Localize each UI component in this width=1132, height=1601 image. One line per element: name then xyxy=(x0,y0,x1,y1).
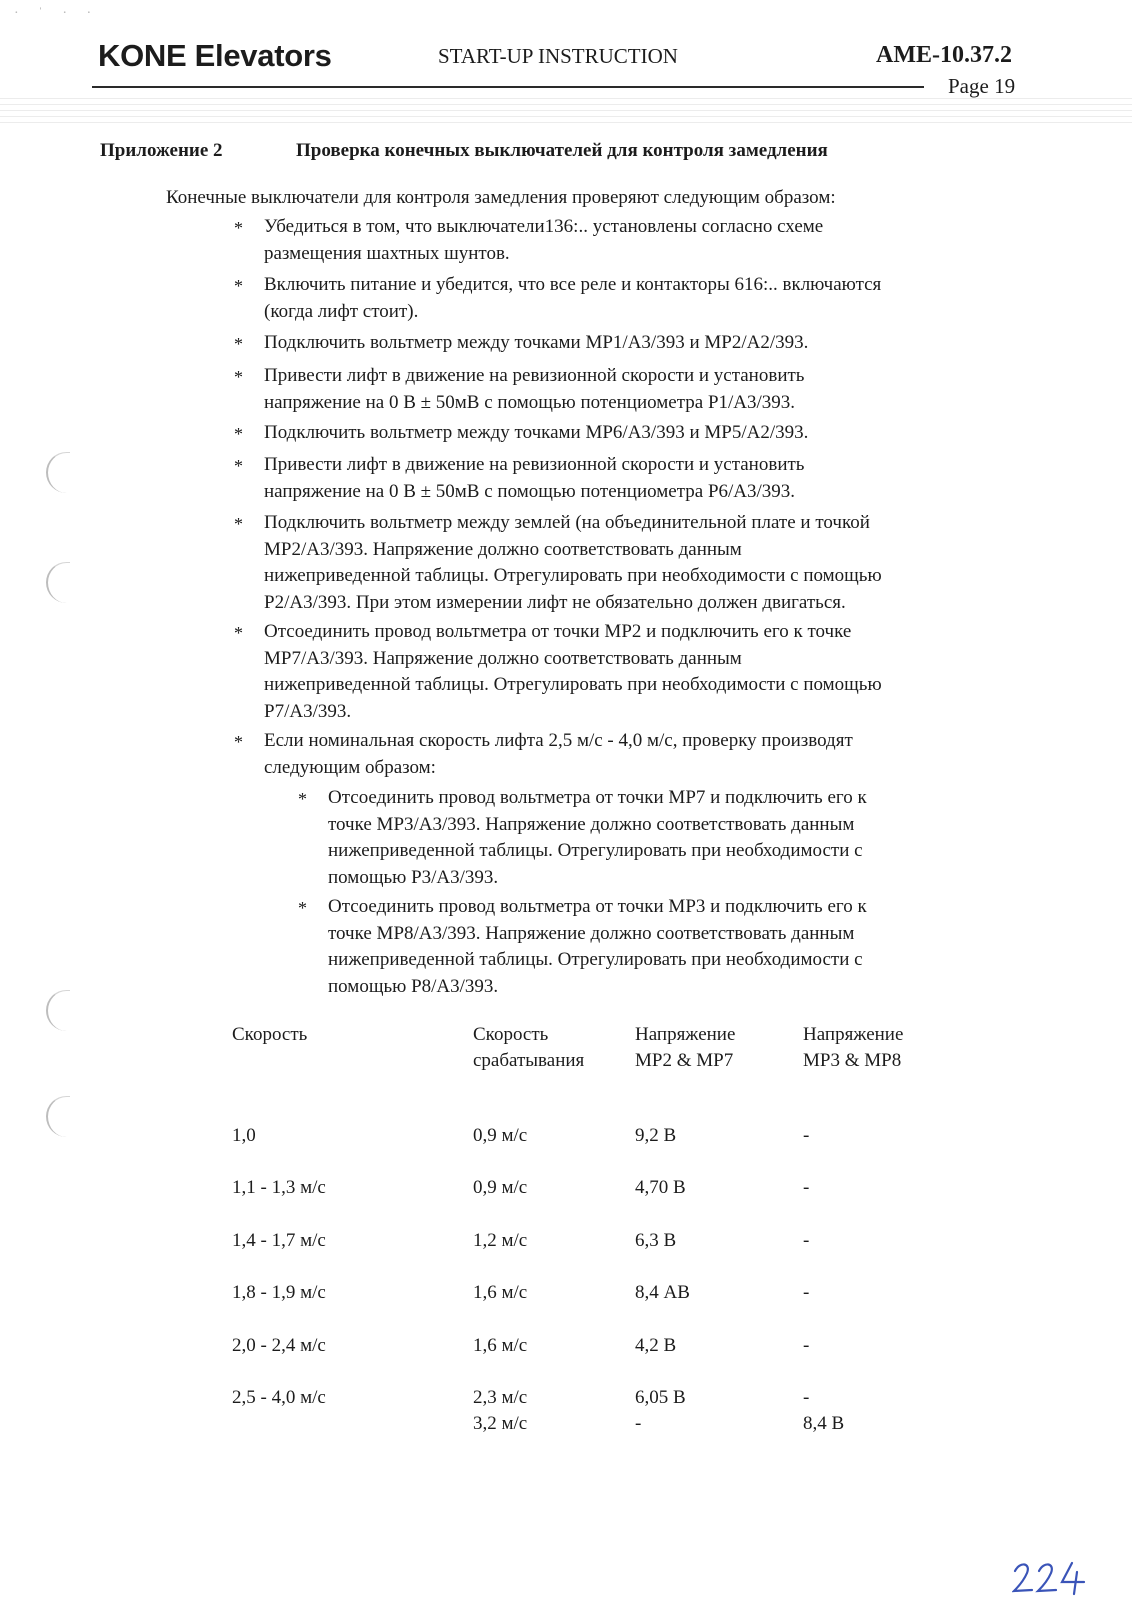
appendix-label: Приложение 2 xyxy=(100,140,223,161)
list-item-text: Подключить вольтметр между точками MP1/A3/393 и MP2/A2/393. xyxy=(264,332,809,353)
list-item-text: MP2/A3/393. Напряжение должно соответствовать данным xyxy=(264,538,742,560)
list-item-text: нижеприведенной таблицы. Отрегулировать при необходимости с помощью xyxy=(264,565,882,586)
list-item xyxy=(234,214,1044,267)
scan-lines xyxy=(0,98,1132,132)
list-item-text: следующим образом: xyxy=(264,756,436,778)
list-item-text: Включить питание и убедится, что все реле и контакторы 616:.. включаются xyxy=(264,274,882,295)
list-item-text: напряжение на 0 В ± 50мВ с помощью потенциометра P1/A3/393. xyxy=(264,391,796,413)
bullet-asterisk: * xyxy=(234,334,243,354)
scan-speckles: · ˈ · · xyxy=(14,6,100,21)
handwritten-page-number xyxy=(1012,1560,1092,1596)
list-item-text: Привести лифт в движение на ревизионной скорости и установить xyxy=(264,454,805,475)
list-item-text: размещения шахтных шунтов. xyxy=(264,242,510,264)
table-header-cell: Напряжение MP2 & MP7 xyxy=(635,1024,736,1071)
table-cell: 2,3 м/с 3,2 м/с xyxy=(473,1387,528,1434)
table-cell: 1,6 м/с xyxy=(473,1335,528,1356)
bullet-asterisk: * xyxy=(234,514,243,534)
brand-logo: KONE Elevators xyxy=(98,38,332,73)
list-item xyxy=(234,452,1044,505)
list-item-text: точке MP8/A3/393. Напряжение должно соответствовать данным xyxy=(328,922,855,944)
list-item-text: Если номинальная скорость лифта 2,5 м/с - 4,0 м/с, проверку производят xyxy=(264,730,853,751)
list-item-text: нижеприведенной таблицы. Отрегулировать при необходимости с помощью xyxy=(264,674,882,695)
table-cell: 6,05 В - xyxy=(635,1387,686,1434)
list-item-text: Привести лифт в движение на ревизионной скорости и установить xyxy=(264,365,805,386)
table-header-cell: Скорость срабатывания xyxy=(473,1024,585,1071)
bullet-asterisk: * xyxy=(234,276,243,296)
list-item xyxy=(234,363,1044,416)
bullet-asterisk: * xyxy=(234,732,243,752)
list-item xyxy=(234,619,1044,725)
list-item-text: помощью P3/A3/393. xyxy=(328,866,499,888)
list-item-text: MP7/A3/393. Напряжение должно соответствовать данным xyxy=(264,647,742,669)
table-cell: 2,0 - 2,4 м/с xyxy=(232,1335,326,1356)
list-item-text: Подключить вольтметр между землей (на объединительной плате и точкой xyxy=(264,512,870,533)
table-cell: - 8,4 В xyxy=(803,1387,845,1434)
table-cell: - xyxy=(803,1177,810,1198)
bullet-asterisk: * xyxy=(234,623,243,643)
table-cell: 9,2 В xyxy=(635,1125,677,1146)
table-cell: 6,3 В xyxy=(635,1230,677,1251)
bullet-asterisk: * xyxy=(298,898,307,918)
table-header-cell: Напряжение MP3 & MP8 xyxy=(803,1024,904,1071)
page-number: Page 19 xyxy=(948,74,1016,98)
list-item xyxy=(234,330,1044,357)
intro-text: Конечные выключатели для контроля замедления проверяют следующим образом: xyxy=(166,187,836,208)
list-item xyxy=(234,510,1044,616)
table-cell: - xyxy=(803,1282,810,1303)
list-item-text: напряжение на 0 В ± 50мВ с помощью потенциометра P6/A3/393. xyxy=(264,480,796,502)
table-cell: 1,2 м/с xyxy=(473,1230,528,1251)
table-cell: 0,9 м/с xyxy=(473,1125,528,1146)
list-item-text: Убедиться в том, что выключатели136:.. установлены согласно схеме xyxy=(264,216,824,237)
table-cell: 4,2 В xyxy=(635,1335,677,1356)
list-item-text: Подключить вольтметр между точками MP6/A3/393 и MP5/A2/393. xyxy=(264,422,809,443)
table-header-cell: Скорость xyxy=(232,1024,308,1045)
table-cell: - xyxy=(803,1335,810,1356)
list-item xyxy=(234,728,1044,781)
list-item xyxy=(234,420,1044,447)
list-item-text: нижеприведенной таблицы. Отрегулировать при необходимости с xyxy=(328,949,863,970)
bullet-asterisk: * xyxy=(234,424,243,444)
table-cell: 2,5 - 4,0 м/с xyxy=(232,1387,326,1408)
table-cell: 8,4 АВ xyxy=(635,1282,690,1303)
table-cell: 1,0 xyxy=(232,1125,256,1146)
list-item-text: нижеприведенной таблицы. Отрегулировать при необходимости с xyxy=(328,840,863,861)
table-cell: - xyxy=(803,1125,810,1146)
bullet-asterisk: * xyxy=(234,218,243,238)
list-item-text: P2/A3/393. При этом измерении лифт не обязательно должен двигаться. xyxy=(264,591,846,613)
header-rule xyxy=(92,86,924,88)
list-item-text: (когда лифт стоит). xyxy=(264,300,419,322)
punch-hole xyxy=(46,1096,70,1137)
list-item xyxy=(298,785,1018,891)
document-type: START-UP INSTRUCTION xyxy=(438,44,678,68)
table-cell: 1,8 - 1,9 м/с xyxy=(232,1282,326,1303)
table-cell: 0,9 м/с xyxy=(473,1177,528,1198)
table-cell: 1,1 - 1,3 м/с xyxy=(232,1177,326,1198)
list-item-text: помощью P8/A3/393. xyxy=(328,975,499,997)
list-item xyxy=(298,894,1018,1000)
bullet-asterisk: * xyxy=(298,789,307,809)
bullet-asterisk: * xyxy=(234,367,243,387)
document-number: AME-10.37.2 xyxy=(876,42,1012,68)
table-cell: - xyxy=(803,1230,810,1251)
list-item-text: Отсоединить провод вольтметра от точки MP7 и подключить его к xyxy=(328,787,867,808)
appendix-title: Проверка конечных выключателей для контроля замедления xyxy=(296,140,828,161)
bullet-asterisk: * xyxy=(234,456,243,476)
punch-hole xyxy=(46,990,70,1031)
punch-hole xyxy=(46,562,70,603)
table-cell: 1,6 м/с xyxy=(473,1282,528,1303)
list-item-text: P7/A3/393. xyxy=(264,700,352,722)
list-item-text: точке MP3/A3/393. Напряжение должно соответствовать данным xyxy=(328,813,855,835)
list-item-text: Отсоединить провод вольтметра от точки MP3 и подключить его к xyxy=(328,896,867,917)
table-cell: 4,70 В xyxy=(635,1177,686,1198)
table-cell: 1,4 - 1,7 м/с xyxy=(232,1230,326,1251)
punch-hole xyxy=(46,452,70,493)
list-item-text: Отсоединить провод вольтметра от точки MP2 и подключить его к точке xyxy=(264,621,852,642)
list-item xyxy=(234,272,1044,325)
